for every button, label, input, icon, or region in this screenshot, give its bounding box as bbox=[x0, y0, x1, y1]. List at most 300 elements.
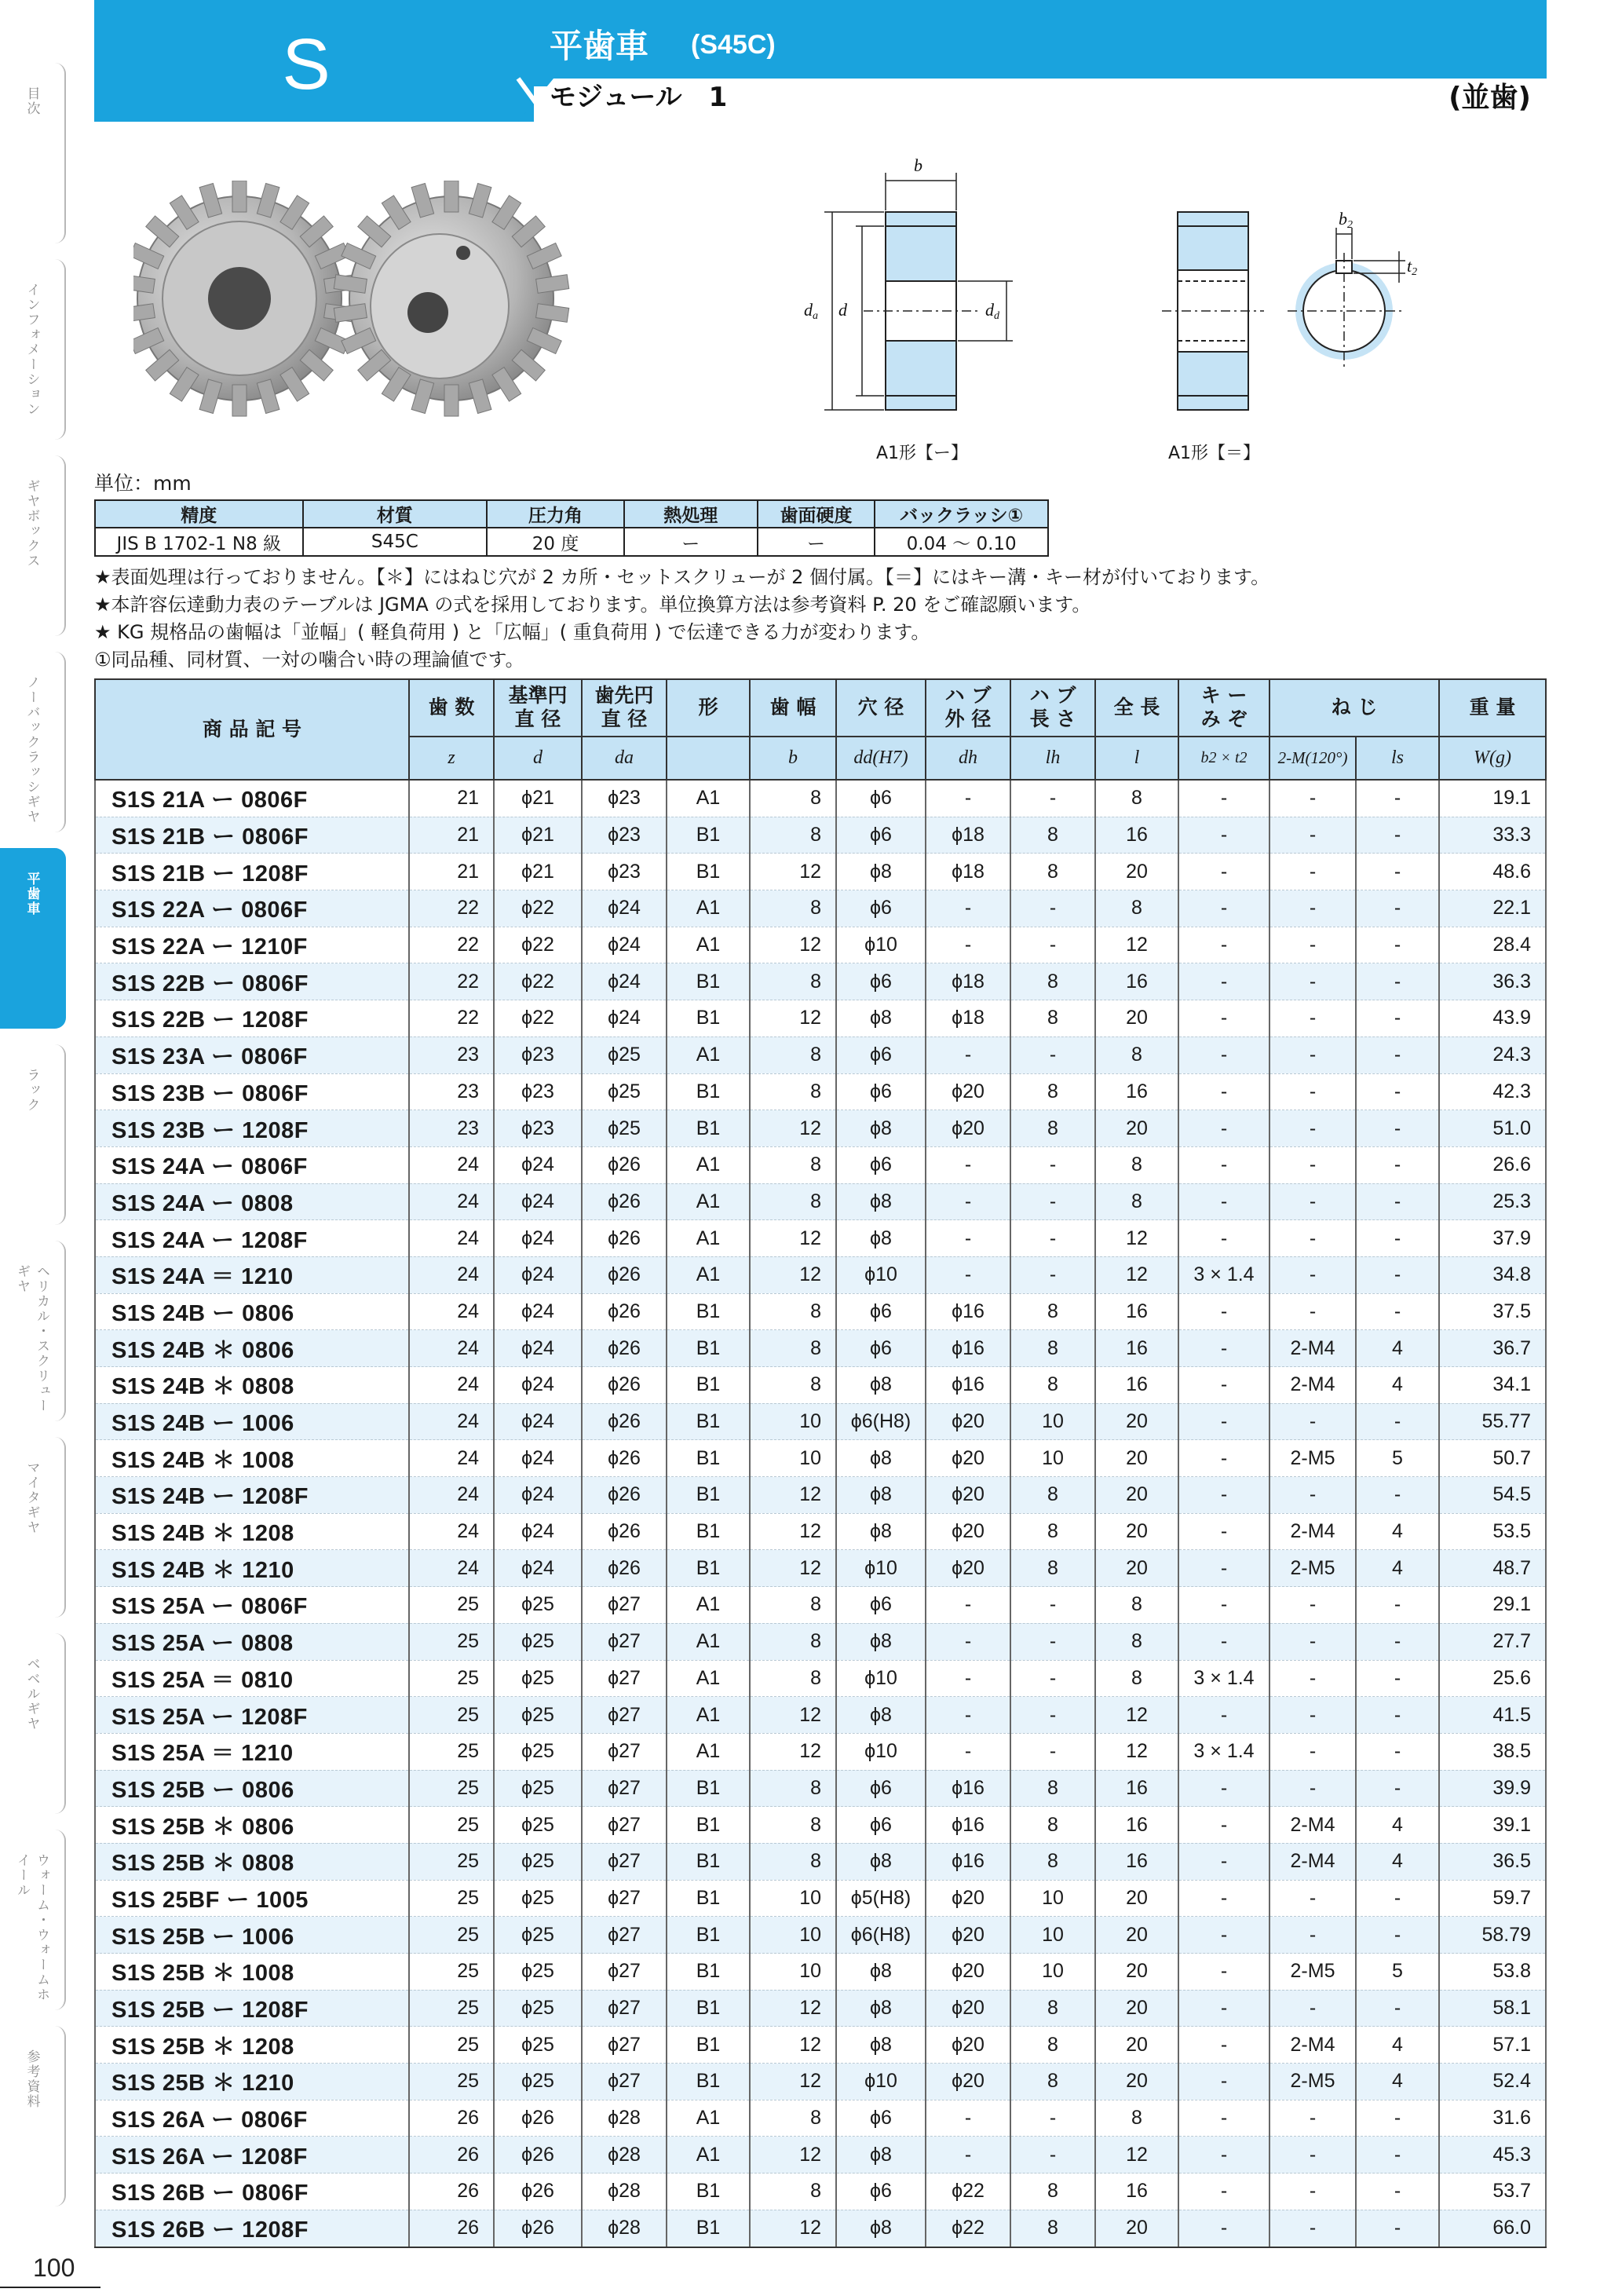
cell-bore: ϕ8 bbox=[836, 1110, 926, 1147]
cell-hub-dia: ϕ20 bbox=[926, 1954, 1010, 1991]
cell-tip-dia: ϕ24 bbox=[582, 963, 667, 1000]
cell-length: 20 bbox=[1095, 1917, 1178, 1954]
cell-screw-depth: - bbox=[1356, 1000, 1439, 1037]
note-kg-width: ★ KG 規格品の歯幅は「並幅」( 軽負荷用 ) と「広幅」( 重負荷用 ) で伝達できる力が変わります。 bbox=[94, 621, 930, 643]
cell-weight: 48.7 bbox=[1439, 1550, 1546, 1587]
cell-teeth: 25 bbox=[409, 1807, 494, 1844]
cell-teeth: 23 bbox=[409, 1110, 494, 1147]
cell-tip-dia: ϕ26 bbox=[582, 1293, 667, 1330]
cell-hub-length: 8 bbox=[1010, 1073, 1095, 1110]
cell-width: 12 bbox=[750, 1477, 836, 1514]
cell-code: S1S 25BF ー 1005 bbox=[95, 1880, 409, 1917]
cell-shape: B1 bbox=[667, 1330, 750, 1367]
cell-screw: - bbox=[1269, 1403, 1356, 1440]
cell-code: S1S 22B ー 1208F bbox=[95, 1000, 409, 1037]
cell-hub-dia: - bbox=[926, 1623, 1010, 1660]
table-row bbox=[95, 1843, 1546, 1880]
cell-keyway: - bbox=[1178, 1000, 1269, 1037]
cell-screw: - bbox=[1269, 1073, 1356, 1110]
cell-screw-depth: - bbox=[1356, 963, 1439, 1000]
cell-screw-depth: - bbox=[1356, 1587, 1439, 1624]
sidebar-tab-10[interactable] bbox=[0, 2026, 66, 2206]
drawing-label-a1-single: A1形【ー】 bbox=[876, 444, 969, 463]
cell-hub-dia: ϕ20 bbox=[926, 1073, 1010, 1110]
cell-keyway: - bbox=[1178, 1110, 1269, 1147]
cell-hub-length: 10 bbox=[1010, 1403, 1095, 1440]
cell-shape: A1 bbox=[667, 890, 750, 927]
cell-width: 12 bbox=[750, 1990, 836, 2027]
dimension-drawings bbox=[754, 149, 1492, 487]
cell-bore: ϕ8 bbox=[836, 1477, 926, 1514]
cell-keyway: - bbox=[1178, 1073, 1269, 1110]
cell-keyway: - bbox=[1178, 1367, 1269, 1404]
cell-weight: 36.3 bbox=[1439, 963, 1546, 1000]
cell-screw: 2-M5 bbox=[1269, 1954, 1356, 1991]
cell-keyway: - bbox=[1178, 1623, 1269, 1660]
cell-screw-depth: - bbox=[1356, 1660, 1439, 1697]
cell-pitch-dia: ϕ21 bbox=[494, 780, 582, 817]
cell-hub-length: 8 bbox=[1010, 854, 1095, 890]
cell-width: 8 bbox=[750, 1293, 836, 1330]
cell-length: 12 bbox=[1095, 927, 1178, 963]
sidebar-tab-3[interactable] bbox=[0, 652, 66, 832]
cell-teeth: 25 bbox=[409, 1990, 494, 2027]
cell-pitch-dia: ϕ24 bbox=[494, 1330, 582, 1367]
cell-screw-depth: - bbox=[1356, 1733, 1439, 1770]
table-row bbox=[95, 1256, 1546, 1293]
gear-tooth bbox=[232, 385, 247, 416]
cell-pitch-dia: ϕ24 bbox=[494, 1146, 582, 1183]
col-header-keyway: キ ー み ぞ bbox=[1178, 679, 1269, 737]
cell-code: S1S 24A ー 0806F bbox=[95, 1146, 409, 1183]
cell-keyway: - bbox=[1178, 1917, 1269, 1954]
cell-width: 8 bbox=[750, 2174, 836, 2210]
cell-pitch-dia: ϕ25 bbox=[494, 1660, 582, 1697]
cell-hub-dia: - bbox=[926, 1220, 1010, 1257]
cell-pitch-dia: ϕ24 bbox=[494, 1293, 582, 1330]
cell-shape: A1 bbox=[667, 1183, 750, 1220]
cell-hub-dia: ϕ22 bbox=[926, 2210, 1010, 2247]
cell-keyway: - bbox=[1178, 854, 1269, 890]
cell-code: S1S 25B ＊ 1210 bbox=[95, 2064, 409, 2100]
cell-screw: - bbox=[1269, 2210, 1356, 2247]
sidebar-tab-label: ヘリカル・スクリューギヤ bbox=[14, 1264, 49, 1413]
cell-keyway: - bbox=[1178, 1770, 1269, 1807]
cell-shape: B1 bbox=[667, 1110, 750, 1147]
spec-value-pressure-angle: 20 度 bbox=[487, 528, 624, 556]
cell-hub-dia: ϕ20 bbox=[926, 1403, 1010, 1440]
cell-weight: 43.9 bbox=[1439, 1000, 1546, 1037]
cell-tip-dia: ϕ25 bbox=[582, 1036, 667, 1073]
sidebar-tab-label: マイタギヤ bbox=[24, 1461, 40, 1535]
cell-shape: B1 bbox=[667, 1807, 750, 1844]
cell-teeth: 25 bbox=[409, 1623, 494, 1660]
cell-teeth: 24 bbox=[409, 1550, 494, 1587]
cell-keyway: - bbox=[1178, 817, 1269, 854]
cell-tip-dia: ϕ26 bbox=[582, 1477, 667, 1514]
cell-tip-dia: ϕ28 bbox=[582, 2210, 667, 2247]
table-row bbox=[95, 1990, 1546, 2027]
cell-keyway: - bbox=[1178, 2027, 1269, 2064]
cell-weight: 59.7 bbox=[1439, 1880, 1546, 1917]
cell-hub-dia: ϕ20 bbox=[926, 1880, 1010, 1917]
cell-shape: A1 bbox=[667, 1660, 750, 1697]
cell-width: 8 bbox=[750, 1807, 836, 1844]
cell-hub-length: 8 bbox=[1010, 2210, 1095, 2247]
cell-code: S1S 25B ー 0806 bbox=[95, 1770, 409, 1807]
cell-code: S1S 25B ＊ 0806 bbox=[95, 1807, 409, 1844]
cell-hub-dia: - bbox=[926, 2137, 1010, 2174]
cell-hub-dia: - bbox=[926, 2100, 1010, 2137]
spec-value-accuracy: JIS B 1702-1 N8 級 bbox=[95, 528, 303, 556]
note-jgma: ★本許容伝達動力表のテーブルは JGMA の式を採用しております。単位換算方法は参考資料 P. 20 をご確認願います。 bbox=[94, 594, 1091, 616]
gear-photo-b bbox=[334, 181, 569, 416]
cell-pitch-dia: ϕ25 bbox=[494, 2027, 582, 2064]
cell-keyway: - bbox=[1178, 1477, 1269, 1514]
cell-weight: 38.5 bbox=[1439, 1733, 1546, 1770]
cell-pitch-dia: ϕ21 bbox=[494, 854, 582, 890]
cell-code: S1S 26A ー 0806F bbox=[95, 2100, 409, 2137]
cell-screw-depth: 5 bbox=[1356, 1954, 1439, 1991]
cell-pitch-dia: ϕ21 bbox=[494, 817, 582, 854]
dim-b: b bbox=[914, 155, 922, 175]
cell-weight: 29.1 bbox=[1439, 1587, 1546, 1624]
cell-width: 12 bbox=[750, 1697, 836, 1734]
cell-length: 12 bbox=[1095, 1733, 1178, 1770]
cell-bore: ϕ6 bbox=[836, 1293, 926, 1330]
sidebar-tab-0[interactable] bbox=[0, 63, 66, 243]
sidebar-tab-7[interactable] bbox=[0, 1437, 66, 1618]
cell-hub-length: 8 bbox=[1010, 817, 1095, 854]
sym-weight: W(g) bbox=[1439, 737, 1546, 780]
cell-hub-dia: ϕ16 bbox=[926, 1807, 1010, 1844]
cell-keyway: 3 × 1.4 bbox=[1178, 1660, 1269, 1697]
cell-weight: 27.7 bbox=[1439, 1623, 1546, 1660]
cell-weight: 45.3 bbox=[1439, 2137, 1546, 2174]
cell-code: S1S 22B ー 0806F bbox=[95, 963, 409, 1000]
cell-width: 12 bbox=[750, 854, 836, 890]
cell-screw: - bbox=[1269, 1770, 1356, 1807]
cell-teeth: 21 bbox=[409, 780, 494, 817]
cell-hub-length: 8 bbox=[1010, 1843, 1095, 1880]
cell-hub-length: - bbox=[1010, 2137, 1095, 2174]
table-row bbox=[95, 2064, 1546, 2100]
table-row bbox=[95, 1954, 1546, 1991]
cell-width: 12 bbox=[750, 1256, 836, 1293]
cell-keyway: - bbox=[1178, 2210, 1269, 2247]
cell-weight: 53.5 bbox=[1439, 1513, 1546, 1550]
cell-weight: 25.3 bbox=[1439, 1183, 1546, 1220]
cell-pitch-dia: ϕ22 bbox=[494, 890, 582, 927]
table-row bbox=[95, 1550, 1546, 1587]
cell-pitch-dia: ϕ24 bbox=[494, 1256, 582, 1293]
cell-width: 12 bbox=[750, 1513, 836, 1550]
cell-screw-depth: - bbox=[1356, 780, 1439, 817]
cell-tip-dia: ϕ26 bbox=[582, 1146, 667, 1183]
sidebar-tab-5[interactable] bbox=[0, 1044, 66, 1225]
cell-code: S1S 24B ＊ 1210 bbox=[95, 1550, 409, 1587]
sym-b: b bbox=[750, 737, 836, 780]
cell-screw: - bbox=[1269, 1917, 1356, 1954]
cell-screw: - bbox=[1269, 927, 1356, 963]
cell-screw: - bbox=[1269, 817, 1356, 854]
cell-weight: 26.6 bbox=[1439, 1146, 1546, 1183]
cell-bore: ϕ10 bbox=[836, 1733, 926, 1770]
cell-teeth: 24 bbox=[409, 1513, 494, 1550]
cell-bore: ϕ8 bbox=[836, 1367, 926, 1404]
cell-hub-dia: - bbox=[926, 1733, 1010, 1770]
cell-pitch-dia: ϕ24 bbox=[494, 1513, 582, 1550]
cell-code: S1S 25A ー 0808 bbox=[95, 1623, 409, 1660]
cell-bore: ϕ6 bbox=[836, 1073, 926, 1110]
cell-hub-dia: ϕ16 bbox=[926, 1330, 1010, 1367]
col-header-hub-length: ハ ブ 長 さ bbox=[1010, 679, 1095, 737]
cell-tip-dia: ϕ27 bbox=[582, 1954, 667, 1991]
sym-dh: dh bbox=[926, 737, 1010, 780]
cell-hub-dia: ϕ18 bbox=[926, 1000, 1010, 1037]
cell-length: 16 bbox=[1095, 1073, 1178, 1110]
cell-screw: - bbox=[1269, 780, 1356, 817]
cell-teeth: 25 bbox=[409, 1954, 494, 1991]
product-photos bbox=[133, 181, 573, 432]
cell-length: 20 bbox=[1095, 1880, 1178, 1917]
sidebar-tab-4[interactable] bbox=[0, 848, 66, 1029]
cell-bore: ϕ6 bbox=[836, 1146, 926, 1183]
table-row bbox=[95, 2174, 1546, 2210]
table-row bbox=[95, 1220, 1546, 1257]
sym-b2t2: b2 × t2 bbox=[1178, 737, 1269, 780]
cell-hub-dia: - bbox=[926, 890, 1010, 927]
cell-pitch-dia: ϕ22 bbox=[494, 927, 582, 963]
cell-pitch-dia: ϕ23 bbox=[494, 1036, 582, 1073]
cell-pitch-dia: ϕ24 bbox=[494, 1440, 582, 1477]
cell-shape: B1 bbox=[667, 1880, 750, 1917]
cell-code: S1S 24B ＊ 0808 bbox=[95, 1367, 409, 1404]
cell-keyway: - bbox=[1178, 1843, 1269, 1880]
cell-bore: ϕ6 bbox=[836, 963, 926, 1000]
cell-length: 20 bbox=[1095, 1477, 1178, 1514]
cell-length: 12 bbox=[1095, 1697, 1178, 1734]
cell-screw: 2-M4 bbox=[1269, 1330, 1356, 1367]
drawing-a1-double bbox=[1162, 212, 1405, 410]
cell-weight: 53.7 bbox=[1439, 2174, 1546, 2210]
cell-hub-dia: ϕ22 bbox=[926, 2174, 1010, 2210]
page-rule bbox=[0, 2287, 100, 2288]
cell-length: 16 bbox=[1095, 963, 1178, 1000]
cell-tip-dia: ϕ26 bbox=[582, 1367, 667, 1404]
cell-pitch-dia: ϕ25 bbox=[494, 2064, 582, 2100]
cell-tip-dia: ϕ27 bbox=[582, 1880, 667, 1917]
table-row bbox=[95, 817, 1546, 854]
cell-hub-dia: ϕ16 bbox=[926, 1843, 1010, 1880]
cell-length: 16 bbox=[1095, 817, 1178, 854]
cell-teeth: 24 bbox=[409, 1256, 494, 1293]
table-row bbox=[95, 1587, 1546, 1624]
cell-weight: 19.1 bbox=[1439, 780, 1546, 817]
cell-width: 10 bbox=[750, 1403, 836, 1440]
cell-hub-length: 8 bbox=[1010, 1770, 1095, 1807]
cell-weight: 42.3 bbox=[1439, 1073, 1546, 1110]
cell-length: 20 bbox=[1095, 854, 1178, 890]
cell-hub-dia: ϕ20 bbox=[926, 2027, 1010, 2064]
cell-weight: 54.5 bbox=[1439, 1477, 1546, 1514]
cell-keyway: - bbox=[1178, 2137, 1269, 2174]
cell-pitch-dia: ϕ26 bbox=[494, 2174, 582, 2210]
product-table bbox=[94, 678, 1547, 2248]
cell-weight: 53.8 bbox=[1439, 1954, 1546, 1991]
sidebar-tab-9[interactable] bbox=[0, 1830, 66, 2010]
cell-length: 20 bbox=[1095, 1440, 1178, 1477]
table-row bbox=[95, 2210, 1546, 2247]
cell-screw: 2-M5 bbox=[1269, 1440, 1356, 1477]
col-header-length: 全 長 bbox=[1095, 679, 1178, 737]
table-row bbox=[95, 2137, 1546, 2174]
cell-bore: ϕ6 bbox=[836, 780, 926, 817]
sidebar-tab-2[interactable] bbox=[0, 455, 66, 636]
cell-screw: - bbox=[1269, 1697, 1356, 1734]
dim-dd: dd bbox=[985, 300, 999, 322]
cell-tip-dia: ϕ27 bbox=[582, 1917, 667, 1954]
sym-l: l bbox=[1095, 737, 1178, 780]
cell-code: S1S 22A ー 1210F bbox=[95, 927, 409, 963]
cell-tip-dia: ϕ26 bbox=[582, 1440, 667, 1477]
cell-tip-dia: ϕ23 bbox=[582, 854, 667, 890]
sidebar-tab-label: ラック bbox=[24, 1068, 40, 1113]
spec-header-pressure-angle: 圧力角 bbox=[487, 500, 624, 528]
spec-header-accuracy: 精度 bbox=[95, 500, 303, 528]
cell-teeth: 25 bbox=[409, 2064, 494, 2100]
sidebar-tab-label: ギヤボックス bbox=[24, 479, 40, 569]
cell-bore: ϕ5(H8) bbox=[836, 1880, 926, 1917]
cell-teeth: 25 bbox=[409, 1880, 494, 1917]
col-header-shape: 形 bbox=[667, 679, 750, 737]
cell-hub-length: 10 bbox=[1010, 1917, 1095, 1954]
cell-teeth: 24 bbox=[409, 1440, 494, 1477]
cell-shape: B1 bbox=[667, 817, 750, 854]
sym-lh: lh bbox=[1010, 737, 1095, 780]
cell-length: 20 bbox=[1095, 1110, 1178, 1147]
cell-hub-dia: ϕ20 bbox=[926, 1513, 1010, 1550]
spec-table bbox=[94, 499, 1049, 557]
cell-length: 16 bbox=[1095, 1807, 1178, 1844]
cell-hub-dia: ϕ16 bbox=[926, 1770, 1010, 1807]
table-row bbox=[95, 2027, 1546, 2064]
cell-code: S1S 25B ＊ 1208 bbox=[95, 2027, 409, 2064]
cell-shape: B1 bbox=[667, 1477, 750, 1514]
cell-hub-length: - bbox=[1010, 1183, 1095, 1220]
dim-b2: b2 bbox=[1339, 209, 1353, 231]
cell-hub-dia: - bbox=[926, 1587, 1010, 1624]
cell-hub-length: - bbox=[1010, 1220, 1095, 1257]
sidebar-tab-label: インフォメーション bbox=[24, 283, 40, 417]
cell-keyway: - bbox=[1178, 1146, 1269, 1183]
cell-hub-dia: - bbox=[926, 1183, 1010, 1220]
cell-shape: B1 bbox=[667, 1513, 750, 1550]
cell-code: S1S 26B ー 0806F bbox=[95, 2174, 409, 2210]
cell-hub-length: 8 bbox=[1010, 2174, 1095, 2210]
cell-hub-length: 8 bbox=[1010, 1990, 1095, 2027]
sidebar-tab-8[interactable] bbox=[0, 1633, 66, 1814]
cell-length: 20 bbox=[1095, 2027, 1178, 2064]
cell-length: 8 bbox=[1095, 1146, 1178, 1183]
cell-hub-length: - bbox=[1010, 927, 1095, 963]
cell-code: S1S 24B ＊ 1008 bbox=[95, 1440, 409, 1477]
table-row bbox=[95, 927, 1546, 963]
cell-weight: 50.7 bbox=[1439, 1440, 1546, 1477]
cell-screw: - bbox=[1269, 1220, 1356, 1257]
cell-hub-length: 8 bbox=[1010, 1293, 1095, 1330]
cell-width: 12 bbox=[750, 2064, 836, 2100]
cell-length: 12 bbox=[1095, 1256, 1178, 1293]
cell-screw-depth: 4 bbox=[1356, 1843, 1439, 1880]
cell-tip-dia: ϕ27 bbox=[582, 1587, 667, 1624]
cell-screw: - bbox=[1269, 1880, 1356, 1917]
cell-teeth: 24 bbox=[409, 1367, 494, 1404]
cell-weight: 41.5 bbox=[1439, 1697, 1546, 1734]
cell-shape: A1 bbox=[667, 1146, 750, 1183]
cell-width: 8 bbox=[750, 1036, 836, 1073]
sidebar-tab-6[interactable] bbox=[0, 1241, 66, 1421]
cell-length: 8 bbox=[1095, 1183, 1178, 1220]
cell-bore: ϕ6 bbox=[836, 2174, 926, 2210]
sym-2m: 2-M(120°) bbox=[1269, 737, 1356, 780]
cell-keyway: - bbox=[1178, 2174, 1269, 2210]
gear-tooth bbox=[444, 181, 458, 212]
cell-bore: ϕ10 bbox=[836, 927, 926, 963]
cell-hub-dia: ϕ16 bbox=[926, 1367, 1010, 1404]
note-surface: ★表面処理は行っておりません。【＊】にはねじ穴が 2 カ所・セットスクリューが 2 個付属。【＝】にはキー溝・キー材が付いております。 bbox=[94, 566, 1270, 588]
cell-keyway: - bbox=[1178, 1587, 1269, 1624]
cell-screw-depth: - bbox=[1356, 890, 1439, 927]
sidebar-tab-1[interactable] bbox=[0, 259, 66, 440]
cell-bore: ϕ6 bbox=[836, 1330, 926, 1367]
cell-screw: - bbox=[1269, 2137, 1356, 2174]
cell-bore: ϕ6 bbox=[836, 1036, 926, 1073]
cell-weight: 58.1 bbox=[1439, 1990, 1546, 2027]
cell-keyway: - bbox=[1178, 1403, 1269, 1440]
table-row bbox=[95, 1330, 1546, 1367]
cell-screw-depth: - bbox=[1356, 1073, 1439, 1110]
cell-weight: 39.1 bbox=[1439, 1807, 1546, 1844]
cell-weight: 31.6 bbox=[1439, 2100, 1546, 2137]
cell-pitch-dia: ϕ25 bbox=[494, 1807, 582, 1844]
cell-hub-length: - bbox=[1010, 1660, 1095, 1697]
cell-tip-dia: ϕ27 bbox=[582, 1660, 667, 1697]
cell-tip-dia: ϕ27 bbox=[582, 1623, 667, 1660]
gear-photo-a bbox=[133, 181, 357, 416]
cell-bore: ϕ10 bbox=[836, 2064, 926, 2100]
cell-teeth: 24 bbox=[409, 1403, 494, 1440]
cell-code: S1S 25B ー 1006 bbox=[95, 1917, 409, 1954]
cell-tip-dia: ϕ27 bbox=[582, 1843, 667, 1880]
cell-screw-depth: 4 bbox=[1356, 2027, 1439, 2064]
table-row bbox=[95, 1183, 1546, 1220]
cell-pitch-dia: ϕ25 bbox=[494, 1733, 582, 1770]
cell-pitch-dia: ϕ23 bbox=[494, 1110, 582, 1147]
cell-screw-depth: 4 bbox=[1356, 1513, 1439, 1550]
cell-teeth: 26 bbox=[409, 2137, 494, 2174]
cell-pitch-dia: ϕ22 bbox=[494, 1000, 582, 1037]
cell-weight: 37.9 bbox=[1439, 1220, 1546, 1257]
cell-code: S1S 24A ー 0808 bbox=[95, 1183, 409, 1220]
cell-screw: 2-M4 bbox=[1269, 2027, 1356, 2064]
cell-screw: - bbox=[1269, 1990, 1356, 2027]
cell-bore: ϕ8 bbox=[836, 2210, 926, 2247]
table-row bbox=[95, 1403, 1546, 1440]
page-number: 100 bbox=[33, 2254, 75, 2282]
cell-shape: A1 bbox=[667, 1220, 750, 1257]
cell-hub-dia: ϕ20 bbox=[926, 1550, 1010, 1587]
